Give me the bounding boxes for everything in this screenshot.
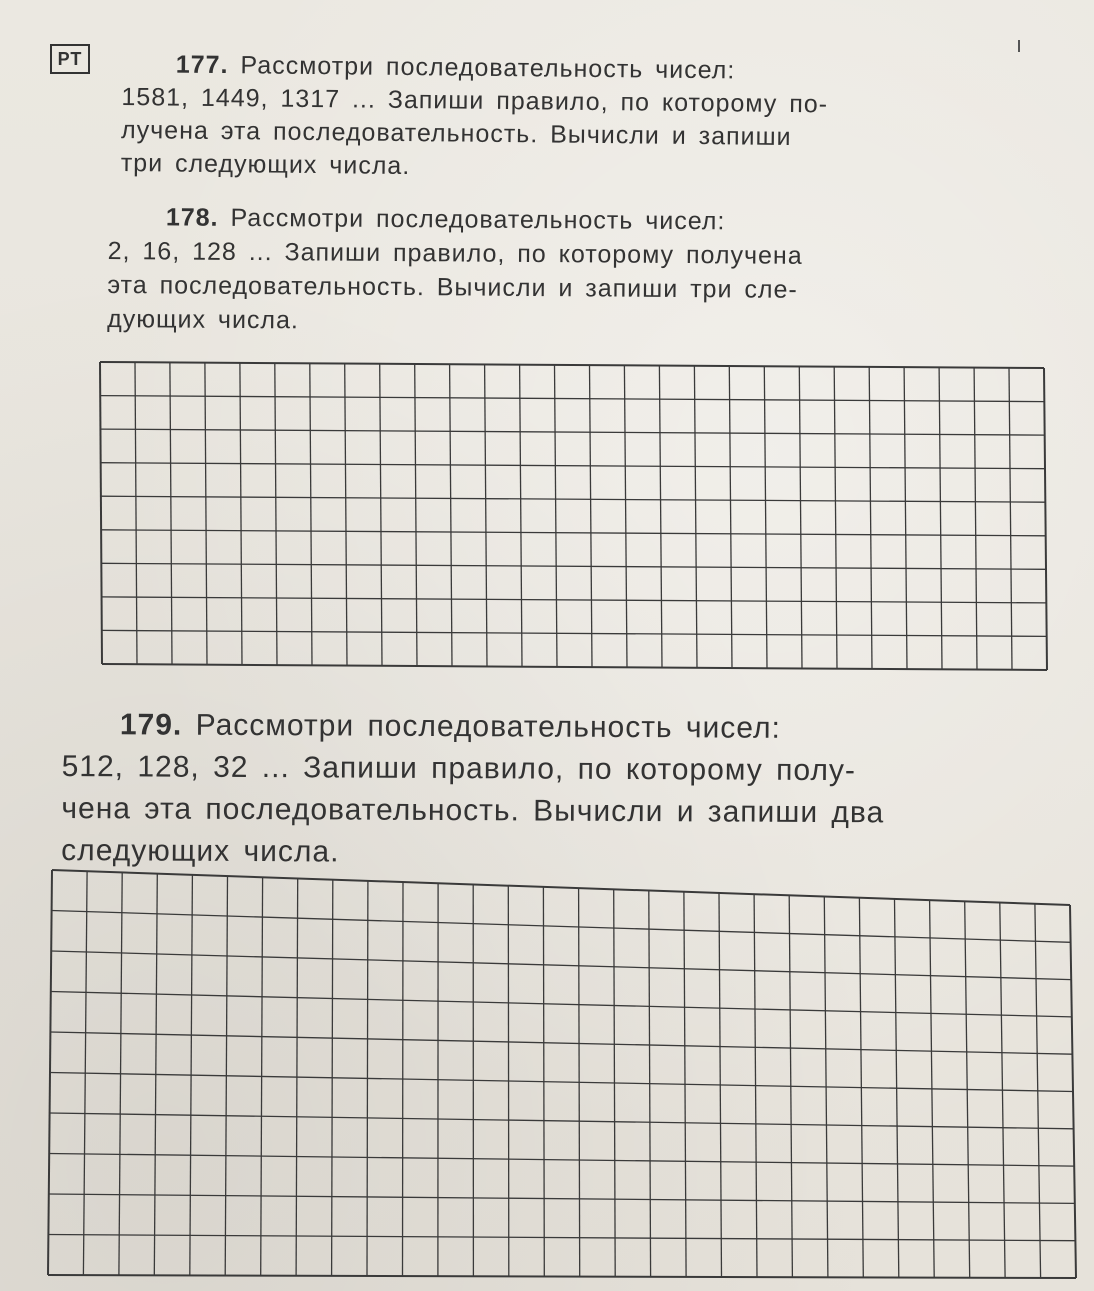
task-177-line-3: лучена эта последовательность. Вычисли и запиши [120, 115, 792, 152]
grid-cells-179[interactable] [48, 870, 1076, 1278]
grid-horizontal-line [50, 1113, 1074, 1129]
grid-horizontal-line [48, 1235, 1075, 1241]
task-179-heading: Рассмотри последовательность чисел: [195, 708, 781, 745]
task-178-line-2: 2, 16, 128 ... Запиши правило, по которому получена [107, 236, 803, 270]
task-179-line-4: следующих числа. [61, 833, 340, 869]
grid-horizontal-line [51, 992, 1072, 1017]
task-178-line-4: дующих числа. [107, 304, 300, 335]
task-177-heading: Рассмотри последовательность чисел: [240, 51, 736, 85]
task-177-line-2: 1581, 1449, 1317 ... Запиши правило, по которому по- [121, 82, 829, 119]
grid-horizontal-line [51, 951, 1071, 980]
grid-horizontal-line [50, 1032, 1072, 1054]
grid-horizontal-line [48, 1275, 1076, 1278]
task-179-line-2: 512, 128, 32 ... Запиши правило, по которому полу- [61, 749, 856, 788]
task-178-line-3: эта последовательность. Вычисли и запиши три сле- [107, 270, 798, 304]
grid-horizontal-line [52, 911, 1071, 943]
task-178-heading: Рассмотри последовательность чисел: [230, 203, 726, 236]
grid-horizontal-line [49, 1194, 1075, 1203]
workbook-badge: РТ [50, 44, 90, 74]
grid-horizontal-line [49, 1154, 1074, 1167]
grid-horizontal-line [50, 1073, 1073, 1092]
grid-horizontal-line [52, 870, 1070, 905]
task-177-line-4: три следующих числа. [120, 148, 411, 181]
task-177-number: 177. [175, 50, 229, 80]
task-179-number: 179. [119, 708, 183, 742]
task-178-number: 178. [165, 203, 219, 232]
task-179-line-3: чена эта последовательность. Вычисли и запиши два [61, 791, 885, 830]
